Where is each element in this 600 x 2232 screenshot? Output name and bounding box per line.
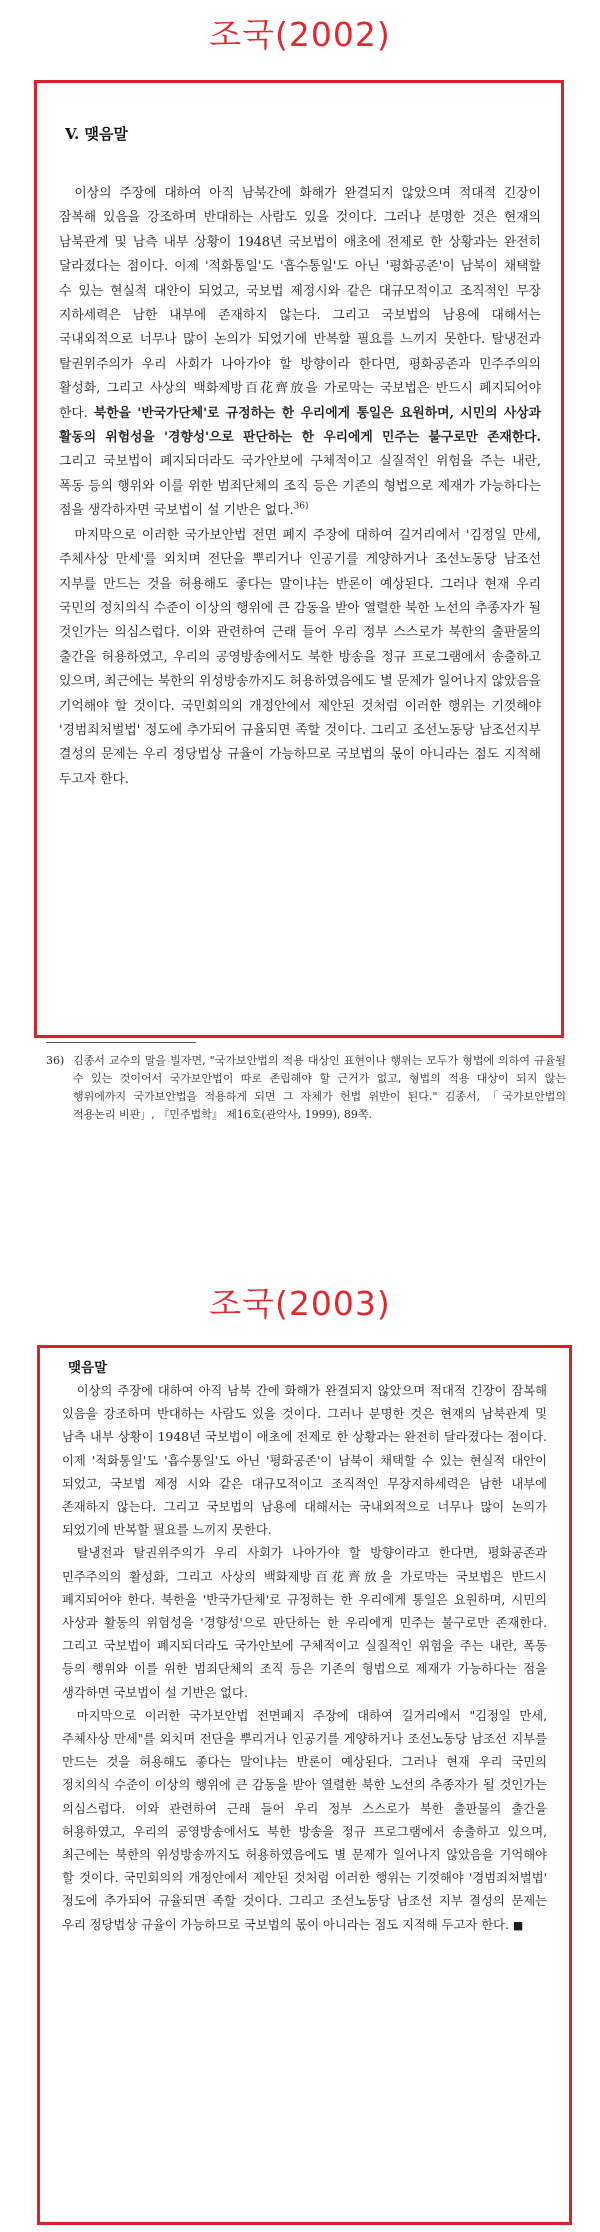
- footnote-ref-36: 36): [293, 502, 309, 513]
- title-2003: 조국(2003): [209, 1284, 391, 1323]
- section-heading-2002: V. 맺음말: [65, 125, 128, 143]
- paragraph-2002-2: 마지막으로 이러한 국가보안법 전면 폐지 주장에 대하여 길거리에서 '김정일 만세, 주체사상 만세'를 외치며 전단을 뿌리거나 인공기를 게양하거나 조선노동당 남조선 지부를 만드는 것을 허용해도 좋다는 말이냐는 반론이 예상된다. 그러나 현재 우리 국민의 정치의식 수준이 이상의 행위에 큰 감동을 받아 열렬한 북한 노선의 추종자가 될 것인가는 의심스럽다. 이와 관련하여 근래 들어 우리 정부 스스로가 북한의 출판물의 출간을 허용하였고, 우리의 공영방송에서도 북한 방송을 정규 프로그램에서 송출하고 있으며, 최근에는 북한의 위성방송까지도 허용하였음에도 별 문제가 일어나지 않았음을 기억해야 할 것이다. 국민회의의 개정안에서 제안된 것처럼 이러한 행위는 기껏해야 '경범죄처벌법' 정도에 추가되어 규율되면 족할 것이다. 그리고 조선노동당 남조선지부 결성의 문제는 우리 정당법상 규율이 가능하므로 국보법의 몫이 아니라는 점도 지적해 두고자 한다.: [59, 527, 541, 787]
- footnote-36: [46, 1052, 566, 1124]
- paragraph-2002-1: [59, 182, 541, 524]
- paragraph-2003-3-text: 마지막으로 이러한 국가보안법 전면폐지 주장에 대하여 길거리에서 "김정일 만세, 주체사상 만세"를 외치며 전단을 뿌리거나 인공기를 게양하거나 조선노동당 남조선 지부를 만드는 것을 허용해도 좋다는 말이냐는 반론이 예상된다. 그러나 현재 우리 국민의 정치의식 수준이 이상의 행위에 큰 감동을 받아 열렬한 북한 노선의 추종자가 될 것인가는 의심스럽다. 이와 관련하여 근래 들어 우리 정부 스스로가 북한 출판물의 출간을 허용하였고, 우리의 공영방송에서도 북한 방송을 정규 프로그램에서 송출하고 있으며, 최근에는 북한의 위성방송까지도 허용하였음에도 별 문제가 일어나지 않았음을 기억해야 할 것이다. 국민회의의 개정안에서 제안된 것처럼 이러한 행위는 기껏해야 '경범죄처벌법' 정도에 추가되어 규율되면 족할 것이다. 그리고 조선노동당 남조선 지부 결성의 문제는 우리 정당법상 규율이 가능하므로 국보법의 몫이 아니라는 점도 지적해 두고자 한다.: [62, 1708, 547, 1932]
- paragraph-2002-1-text: 이상의 주장에 대하여 아직 남북간에 화해가 완결되지 않았으며 적대적 긴장이 잠복해 있음을 강조하며 반대하는 사람도 있을 것이다. 그러나 분명한 것은 현재의 남북관계 및 남측 내부 상황이 1948년 국보법이 애초에 전제로 한 상황과는 완전히 달라졌다는 점이다. 이제 '적화통일'도 '흡수통일'도 아닌 '평화공존'이 남북이 채택할 수 있는 현실적 대안이 되었고, 국보법 제정시와 같은 대규모적이고 조직적인 무장 지하세력은 남한 내부에 존재하지 않는다. 그리고 국보법의 남용에 대해서는 국내외적으로 너무나 많이 논의가 되었기에 반복할 필요를 느끼지 못한다. 탈냉전과 탈권위주의가 우리 사회가 나아가야 할 방향이라 한다면, 평화공존과 민주주의의 활성화, 그리고 사상의 백화제방百花齊放을 가로막는 국보법은 반드시 폐지되어야 한다.: [59, 186, 541, 421]
- paragraph-2002-1-text-after: 그리고 국보법이 폐지되더라도 국가안보에 구체적이고 실질적인 위험을 주는 내란, 폭동 등의 행위와 이를 위한 범죄단체의 조직 등은 기존의 형법으로 제재가 가능하다는 점을 생각하자면 국보법이 설 기반은 없다.: [59, 454, 541, 519]
- title-2002: 조국(2002): [209, 15, 391, 54]
- section-heading-2003: 맺음말: [68, 1360, 108, 1376]
- footnote-divider: [46, 1042, 196, 1043]
- paragraph-2003-2: 탈냉전과 탈권위주의가 우리 사회가 나아가야 할 방향이라고 한다면, 평화공존과 민주주의의 활성화, 그리고 사상의 백화제방百花齊放을 가로막는 국보법은 반드시 폐지되어야 한다. 북한을 '반국가단체'로 규정하는 한 우리에게 통일은 요원하며, 시민의 사상과 활동의 위험성을 '경향성'으로 판단하는 한 우리에게 민주는 불구로만 존재한다. 그리고 국보법이 폐지되더라도 국가안보에 구체적이고 실질적인 위험을 주는 내란, 폭동 등의 행위와 이를 위한 범죄단체의 조직 등은 기존의 형법으로 제재가 가능하다는 점을 생각하면 국보법이 설 기반은 없다.: [62, 1546, 547, 1700]
- paragraph-2003-1: 이상의 주장에 대하여 아직 남북 간에 화해가 완결되지 않았으며 적대적 긴장이 잠복해 있음을 강조하며 반대하는 사람도 있을 것이다. 그러나 분명한 것은 현재의 남북관계 및 남측 내부 상황이 1948년 국보법이 애초에 전제로 한 상황과는 완전히 달라졌다는 점이다. 이제 '적화통일'도 '흡수통일'도 아닌 '평화공존'이 남북이 채택할 수 있는 현실적 대안이 되었고, 국보법 제정 시와 같은 대규모적이고 조직적인 무장지하세력은 남한 내부에 존재하지 않는다. 그리고 국보법의 남용에 대해서는 국내외적으로 너무나 많이 논의가 되었기에 반복할 필요를 느끼지 못한다.: [62, 1384, 547, 1538]
- excerpt-2002-box: [34, 80, 564, 1038]
- footnote-text: 김종서 교수의 말을 빌자면, "국가보안법의 적용 대상인 표현이나 행위는 모두가 형법에 의하여 규율될 수 있는 것이어서 국가보안법이 따로 존립해야 할 근거가 없고, 형법의 적용 대상이 되지 않는 행위에까지 국가보안법을 적용하게 되면 그 자체가 헌법 위반이 된다." 김종서, 「국가보안법의 적용논리 비판」, 『민주법학』 제16호(관악사, 1999), 89쪽.: [73, 1054, 566, 1121]
- paragraph-2002-1-emphasis: 북한을 '반국가단체'로 규정하는 한 우리에게 통일은 요원하며, 시민의 사상과 활동의 위험성을 '경향성'으로 판단하는 한 우리에게 민주는 불구로만 존재한다.: [59, 405, 541, 446]
- end-mark: ■: [512, 1918, 524, 1932]
- excerpt-2003-box: [37, 1345, 572, 2225]
- paragraph-2003-3: [62, 1705, 547, 1937]
- footnote-number: 36): [46, 1054, 65, 1067]
